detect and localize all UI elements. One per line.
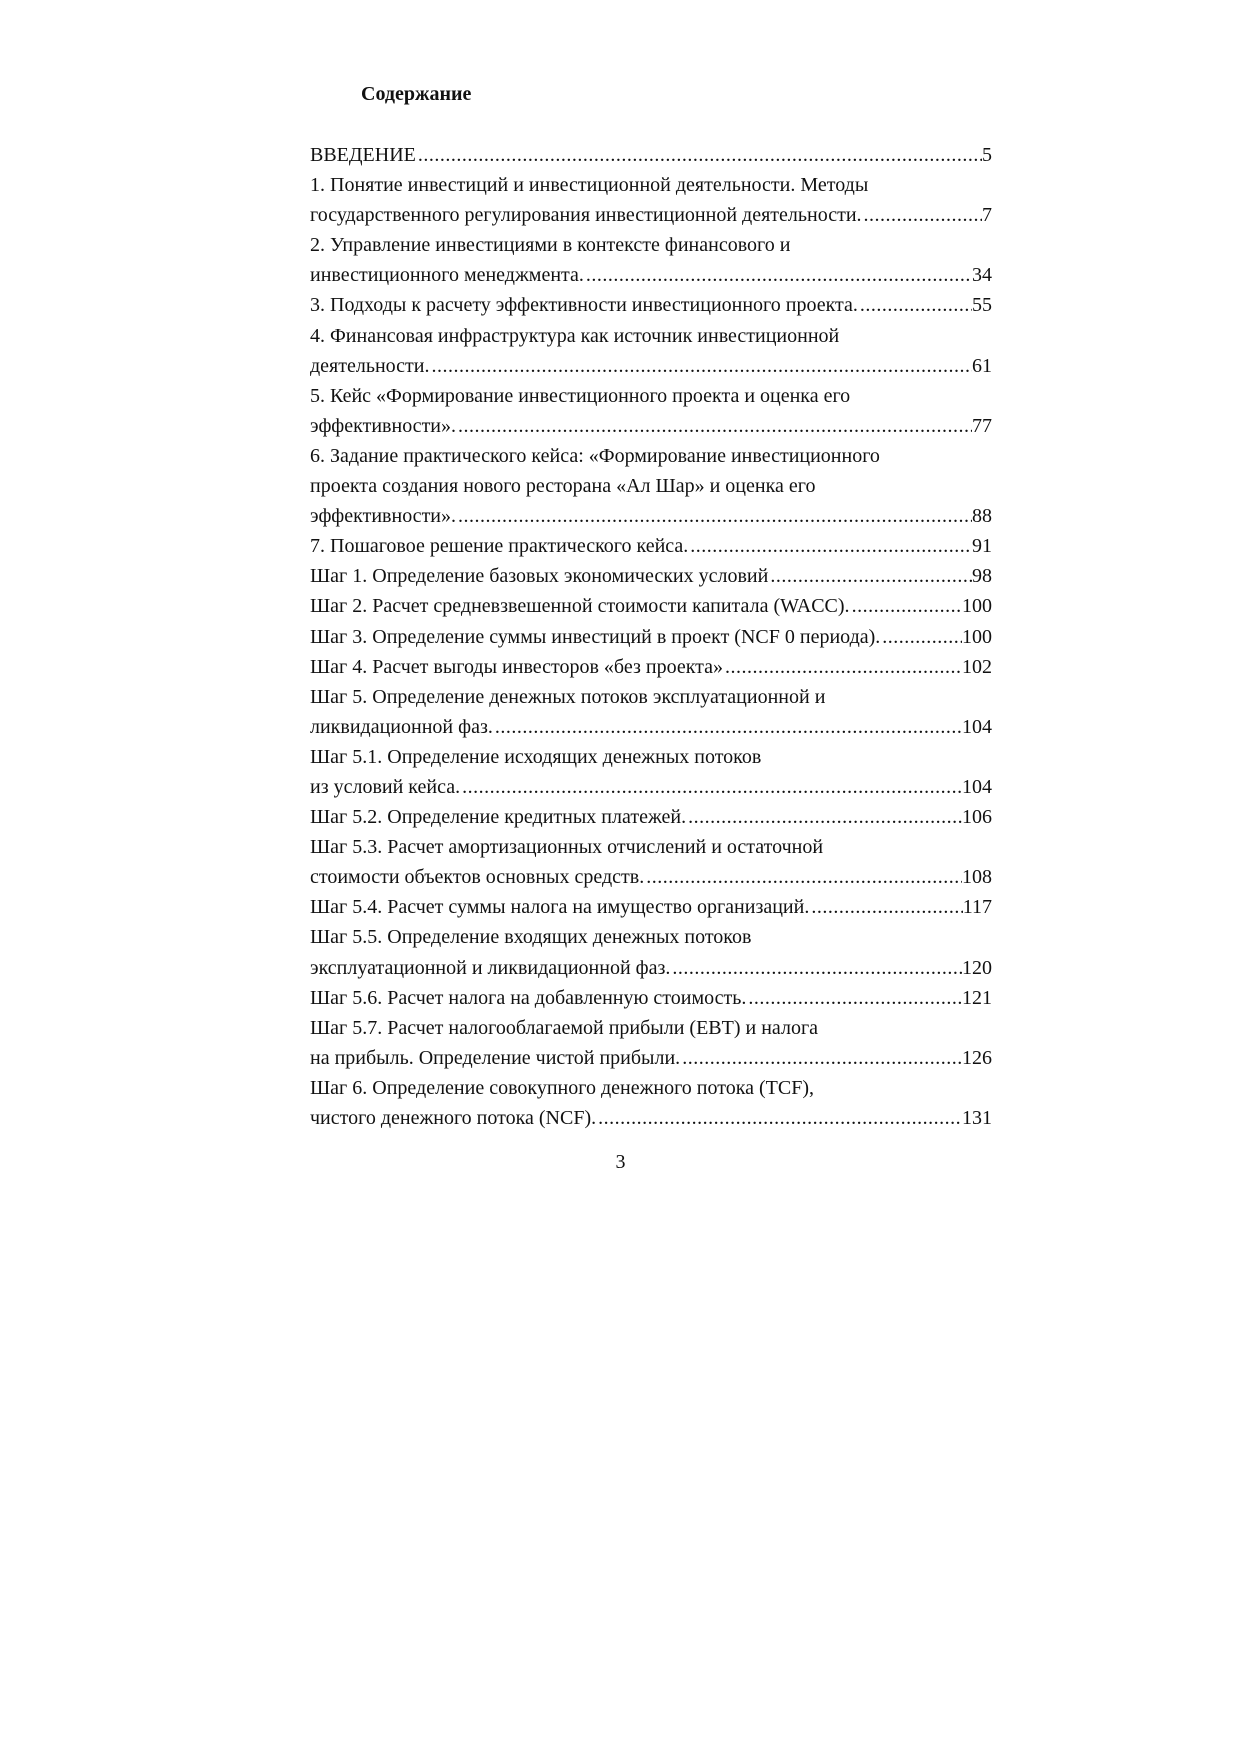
toc-entry	[310, 1013, 992, 1073]
toc-entry-text: Шаг 3. Определение суммы инвестиций в проект (NCF 0 периода).	[310, 625, 881, 648]
toc-entry	[310, 441, 992, 531]
table-of-contents	[310, 140, 992, 1133]
toc-page-number: 120	[962, 956, 992, 979]
toc-entry-text: Шаг 5.1. Определение исходящих денежных потоков	[310, 745, 762, 768]
toc-page-number: 100	[962, 625, 992, 648]
toc-page-number: 88	[972, 505, 992, 528]
toc-leader-dots	[596, 1103, 962, 1133]
toc-entry	[310, 922, 992, 982]
toc-entry	[310, 652, 992, 682]
toc-page-number: 104	[962, 715, 992, 738]
toc-entry-last-line	[310, 260, 992, 290]
toc-leader-dots	[809, 892, 962, 922]
toc-page-number: 91	[972, 535, 992, 558]
toc-leader-dots	[456, 501, 972, 531]
toc-entry-last-line	[310, 501, 992, 531]
toc-entry	[310, 802, 992, 832]
toc-leader-dots	[644, 862, 962, 892]
toc-page-number: 5	[982, 144, 992, 166]
toc-leader-dots	[460, 772, 962, 802]
toc-entry-last-line	[310, 1043, 992, 1073]
toc-entry-last-line	[310, 953, 992, 983]
toc-entry-text: из условий кейса.	[310, 775, 461, 798]
toc-leader-dots	[670, 953, 962, 983]
toc-entry-text: Шаг 5.4. Расчет суммы налога на имущество организаций.	[310, 896, 810, 919]
toc-entry-text: 4. Финансовая инфраструктура как источник инвестиционной	[310, 324, 840, 347]
toc-entry-last-line	[310, 591, 992, 621]
toc-entry-last-line	[310, 200, 992, 230]
toc-entry-text: стоимости объектов основных средств.	[310, 866, 645, 889]
toc-leader-dots	[416, 140, 982, 170]
toc-entry-text: Шаг 5.5. Определение входящих денежных потоков	[310, 926, 752, 949]
toc-entry-text: проекта создания нового ресторана «Ал Шар» и оценка его	[310, 475, 816, 498]
toc-entry-text: чистого денежного потока (NCF).	[310, 1107, 597, 1129]
toc-entry-last-line	[310, 290, 992, 320]
toc-entry	[310, 230, 992, 290]
toc-entry-last-line	[310, 892, 992, 922]
toc-page-number: 7	[982, 204, 992, 227]
toc-leader-dots	[723, 652, 962, 682]
toc-page-number: 61	[972, 354, 992, 377]
toc-entry-text: Шаг 5.2. Определение кредитных платежей.	[310, 806, 687, 829]
toc-leader-dots	[686, 802, 962, 832]
toc-page-number: 121	[962, 986, 992, 1009]
toc-leader-dots	[768, 561, 972, 591]
toc-entry-text: Шаг 5. Определение денежных потоков эксплуатационной и	[310, 685, 826, 708]
toc-entry	[310, 682, 992, 742]
page-number: 3	[615, 1151, 626, 1173]
toc-entry-text: Шаг 5.7. Расчет налогооблагаемой прибыли (EBT) и налога	[310, 1016, 819, 1039]
toc-entry-text: Шаг 4. Расчет выгоды инвесторов «без проекта»	[310, 655, 724, 678]
toc-leader-dots	[493, 712, 962, 742]
toc-entry-text: Шаг 2. Расчет средневзвешенной стоимости капитала (WACC).	[310, 595, 850, 618]
toc-page-number: 108	[962, 866, 992, 889]
toc-entry-last-line	[310, 862, 992, 892]
toc-leader-dots	[858, 290, 972, 320]
toc-entry-text: Шаг 5.6. Расчет налога на добавленную стоимость.	[310, 986, 747, 1009]
toc-entry-text: эффективности».	[310, 505, 457, 528]
toc-entry-last-line	[310, 1103, 992, 1133]
toc-page-number: 106	[962, 806, 992, 829]
toc-page-number: 77	[972, 414, 992, 437]
toc-entry-text: 5. Кейс «Формирование инвестиционного проекта и оценка его	[310, 384, 851, 407]
toc-entry-text: 1. Понятие инвестиций и инвестиционной деятельности. Методы	[310, 174, 869, 197]
toc-entry-last-line	[310, 983, 992, 1013]
toc-entry-last-line	[310, 561, 992, 591]
toc-entry	[310, 140, 992, 170]
toc-page-number: 55	[972, 294, 992, 317]
toc-entry	[310, 170, 992, 230]
toc-page-number: 131	[962, 1107, 992, 1129]
toc-entry-text: государственного регулирования инвестиционной деятельности.	[310, 204, 862, 227]
toc-leader-dots	[584, 260, 972, 290]
toc-entry-text: Шаг 1. Определение базовых экономических условий	[310, 565, 769, 588]
toc-leader-dots	[456, 411, 972, 441]
toc-page-number: 100	[962, 595, 992, 618]
toc-entry-text: Шаг 6. Определение совокупного денежного потока (TCF),	[310, 1076, 815, 1099]
toc-leader-dots	[850, 591, 962, 621]
toc-entry	[310, 290, 992, 320]
toc-leader-dots	[862, 200, 982, 230]
toc-entry-text: ВВЕДЕНИЕ	[310, 144, 416, 166]
toc-entry-last-line	[310, 652, 992, 682]
toc-page-number: 34	[972, 264, 992, 287]
toc-entry	[310, 832, 992, 892]
toc-page-number: 98	[972, 565, 992, 588]
toc-entry-text: эффективности».	[310, 414, 457, 437]
toc-entry	[310, 531, 992, 561]
toc-entry-text: 6. Задание практического кейса: «Формирование инвестиционного	[310, 444, 880, 467]
toc-title: Содержание	[361, 83, 472, 105]
toc-page-number: 102	[962, 655, 992, 678]
toc-entry-last-line	[310, 351, 992, 381]
toc-entry	[310, 381, 992, 441]
toc-entry	[310, 321, 992, 381]
toc-entry-last-line	[310, 802, 992, 832]
toc-entry-text: инвестиционного менеджмента.	[310, 264, 584, 287]
toc-page-number: 117	[962, 896, 992, 919]
toc-leader-dots	[746, 983, 962, 1013]
toc-entry-last-line	[310, 622, 992, 652]
toc-page-number: 126	[962, 1046, 992, 1069]
toc-page-number: 104	[962, 775, 992, 798]
toc-entry-text: эксплуатационной и ликвидационной фаз.	[310, 956, 671, 979]
toc-entry-text: 3. Подходы к расчету эффективности инвестиционного проекта.	[310, 294, 858, 317]
toc-entry-text: Шаг 5.3. Расчет амортизационных отчислений и остаточной	[310, 836, 824, 859]
toc-entry-last-line	[310, 772, 992, 802]
toc-entry-text: ликвидационной фаз.	[310, 715, 493, 738]
toc-entry-text: 7. Пошаговое решение практического кейса.	[310, 535, 689, 558]
toc-leader-dots	[688, 531, 972, 561]
toc-leader-dots	[880, 622, 962, 652]
toc-entry-text: деятельности.	[310, 354, 430, 377]
toc-leader-dots	[430, 351, 973, 381]
toc-entry-text: на прибыль. Определение чистой прибыли.	[310, 1046, 681, 1069]
toc-entry-last-line	[310, 411, 992, 441]
toc-entry-text: 2. Управление инвестициями в контексте финансового и	[310, 234, 791, 257]
toc-entry	[310, 892, 992, 922]
toc-leader-dots	[680, 1043, 962, 1073]
toc-entry	[310, 983, 992, 1013]
toc-entry	[310, 1073, 992, 1133]
toc-entry	[310, 622, 992, 652]
toc-entry-last-line	[310, 140, 992, 170]
toc-entry	[310, 591, 992, 621]
toc-entry	[310, 561, 992, 591]
toc-entry	[310, 742, 992, 802]
toc-entry-last-line	[310, 531, 992, 561]
toc-entry-last-line	[310, 712, 992, 742]
